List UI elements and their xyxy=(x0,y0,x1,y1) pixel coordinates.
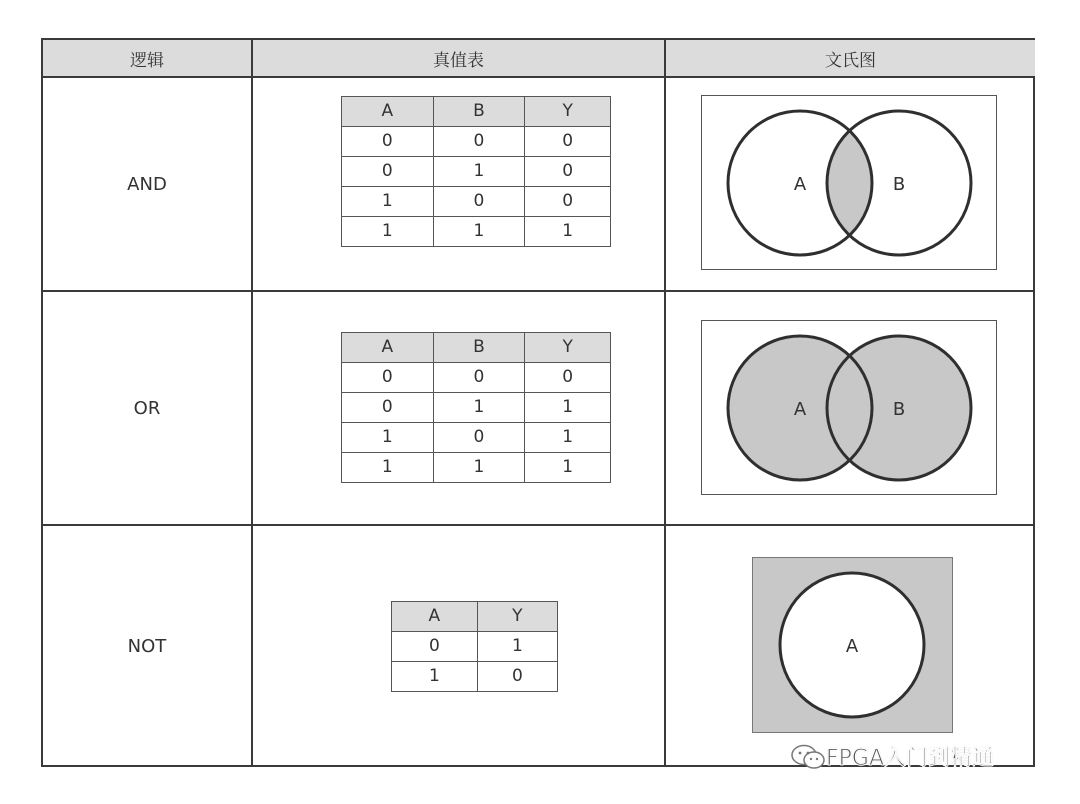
set-b-label: B xyxy=(892,399,906,420)
table-header-cell: B xyxy=(433,97,525,127)
table-cell: 1 xyxy=(342,187,434,217)
table-cell: 0 xyxy=(392,632,478,662)
table-header-cell: Y xyxy=(525,333,611,363)
logic-label-not: NOT xyxy=(127,636,167,657)
header-logic: 逻辑 xyxy=(43,40,251,76)
set-a-label: A xyxy=(793,399,807,420)
logic-label-and: AND xyxy=(127,173,167,195)
truth-table-and xyxy=(341,96,611,247)
table-cell: 1 xyxy=(392,662,478,692)
table-cell: 0 xyxy=(477,662,557,692)
column-divider xyxy=(664,40,666,765)
table-cell: 1 xyxy=(525,217,611,247)
venn-diagram-and xyxy=(701,95,998,271)
logic-comparison-table xyxy=(41,38,1035,767)
watermark xyxy=(790,741,994,772)
venn-diagram-not xyxy=(752,557,955,734)
table-cell: 0 xyxy=(433,187,525,217)
table-cell: 0 xyxy=(525,157,611,187)
set-a-label: A xyxy=(845,636,859,657)
table-cell: 1 xyxy=(433,393,525,423)
truth-table-not xyxy=(391,601,558,692)
header-truth-table: 真值表 xyxy=(253,40,664,76)
table-cell: 0 xyxy=(525,363,611,393)
table-cell: 0 xyxy=(433,127,525,157)
table-cell: 1 xyxy=(342,423,434,453)
table-cell: 0 xyxy=(525,187,611,217)
table-header-cell: B xyxy=(433,333,525,363)
header-venn-diagram: 文氏图 xyxy=(666,40,1035,76)
table-header-cell: Y xyxy=(525,97,611,127)
table-cell: 1 xyxy=(525,453,611,483)
wechat-icon xyxy=(790,743,826,771)
table-header-cell: A xyxy=(392,602,478,632)
table-header-cell: Y xyxy=(477,602,557,632)
table-cell: 1 xyxy=(342,453,434,483)
table-cell: 1 xyxy=(477,632,557,662)
table-cell: 1 xyxy=(525,423,611,453)
set-a-label: A xyxy=(793,174,807,195)
table-cell: 1 xyxy=(433,217,525,247)
watermark-text: FPGA入门到精通 xyxy=(826,746,995,771)
table-cell: 0 xyxy=(342,157,434,187)
logic-label-or: OR xyxy=(133,397,161,419)
table-cell: 0 xyxy=(342,363,434,393)
set-b-label: B xyxy=(892,174,906,195)
venn-diagram-or xyxy=(701,320,998,496)
table-header-cell: A xyxy=(342,97,434,127)
table-cell: 0 xyxy=(433,363,525,393)
table-cell: 0 xyxy=(342,127,434,157)
table-cell: 1 xyxy=(433,453,525,483)
table-cell: 1 xyxy=(433,157,525,187)
truth-table-or xyxy=(341,332,611,483)
table-cell: 0 xyxy=(342,393,434,423)
table-header-cell: A xyxy=(342,333,434,363)
column-divider xyxy=(251,40,253,765)
table-cell: 1 xyxy=(525,393,611,423)
table-cell: 0 xyxy=(433,423,525,453)
table-cell: 0 xyxy=(525,127,611,157)
table-cell: 1 xyxy=(342,217,434,247)
